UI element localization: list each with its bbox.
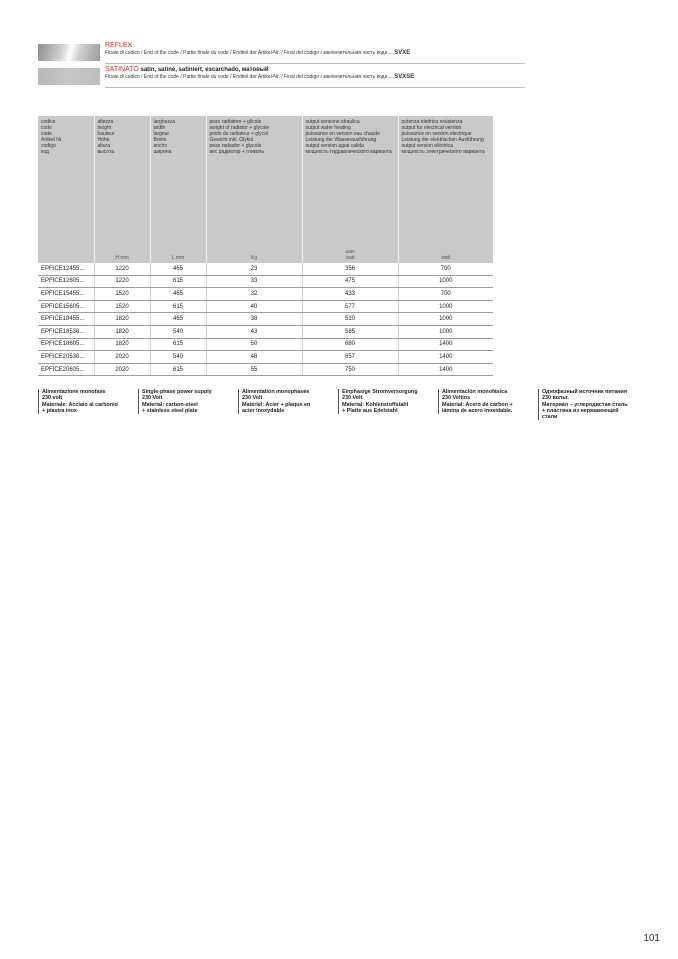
power-supply-line: 230 Volt — [242, 395, 263, 402]
table-row — [38, 313, 493, 326]
header-line: altezza — [97, 119, 114, 125]
product-code-cell: EPFICE18530... — [38, 325, 94, 338]
value-cell: 38 — [206, 313, 302, 326]
value-cell: 585 — [302, 325, 398, 338]
product-code-cell: EPFICE15455... — [38, 288, 94, 301]
power-supply-line: Материал – углеродистая сталь — [542, 401, 628, 408]
table-row — [38, 275, 493, 288]
power-supply-line: + пластина из нержавеющей — [542, 407, 619, 414]
header-line: puissance en version electrique — [401, 131, 472, 138]
finish-reflex — [38, 42, 525, 64]
power-supply-column — [238, 389, 338, 414]
product-code-cell: EPFICE20605... — [38, 363, 94, 376]
value-cell: 1400 — [398, 363, 493, 376]
value-cell: 615 — [150, 363, 206, 376]
header-unit-label: Kg — [250, 255, 258, 261]
header-line: weight of radiator + glycole — [209, 125, 270, 132]
value-cell: 615 — [150, 275, 206, 288]
value-cell: 700 — [398, 288, 493, 301]
header-line: высота — [97, 149, 114, 156]
header-line: output version agua calida — [305, 143, 364, 150]
power-supply-line: Material: carbon-steel — [142, 401, 198, 408]
value-cell: 1000 — [398, 325, 493, 338]
power-supply-line: 230 вольт. — [542, 395, 569, 402]
power-supply-column — [38, 389, 138, 414]
table-row — [38, 300, 493, 313]
header-line: hauteur — [97, 131, 115, 138]
column-header — [398, 116, 493, 263]
power-supply-line: Alimentation monophasée — [242, 389, 310, 395]
header-line: вес радиатор + гликоль — [209, 149, 265, 156]
value-cell: 1400 — [398, 338, 493, 351]
value-cell: 2020 — [94, 351, 150, 364]
table-row — [38, 338, 493, 351]
value-cell: 475 — [302, 275, 398, 288]
power-supply-line: 230 Volt — [142, 395, 163, 402]
value-cell: 433 — [302, 288, 398, 301]
header-unit-label: H mm — [115, 255, 129, 261]
header-line: largeur — [153, 131, 170, 138]
power-supply-line: lámina de acero inoxidable. — [442, 407, 513, 414]
power-supply-line: стали — [542, 414, 558, 421]
header-line: код — [41, 149, 49, 156]
header-line: puissance en version eau chaude — [305, 131, 380, 138]
value-cell: 465 — [150, 288, 206, 301]
header-line: code — [41, 131, 52, 138]
finish-satinato — [38, 66, 525, 88]
header-unit — [399, 255, 494, 261]
value-cell: 1820 — [94, 313, 150, 326]
power-supply-line: 230 volt — [42, 395, 63, 402]
header-unit-label: watt — [441, 255, 451, 261]
value-cell: 540 — [150, 351, 206, 364]
finish-divider — [105, 87, 525, 88]
finish-code: SVXSE — [394, 74, 415, 80]
column-header — [150, 116, 206, 263]
value-cell: 1000 — [398, 300, 493, 313]
power-supply-section — [38, 389, 638, 439]
finish-desc: Finale di codice / End of the code / Partie finale du code / Endteil der Artikel-Nr. / Final del código / заключительная часть кода .... — [105, 74, 395, 80]
header-line: Breite — [153, 137, 167, 144]
header-line: Gewicht inkl. Glykol — [209, 137, 254, 144]
table-body — [38, 263, 493, 376]
header-line: Leistung der Wasserausführung — [305, 137, 377, 144]
header-line: peso radiatore + glicole — [209, 119, 262, 125]
value-cell: 1400 — [398, 351, 493, 364]
finish-name: REFLEX — [105, 42, 133, 49]
reflex-swatch — [38, 44, 100, 61]
power-supply-line: Material: Acero de carbon + — [442, 401, 513, 408]
table-header-row — [38, 116, 493, 263]
power-supply-line: Single-phase power supply — [142, 389, 212, 395]
value-cell: 700 — [398, 263, 493, 275]
header-line: output water heating — [305, 125, 351, 132]
header-line: codice — [41, 119, 56, 125]
value-cell: 465 — [150, 313, 206, 326]
value-cell: 750 — [302, 363, 398, 376]
header-unit — [151, 255, 206, 261]
value-cell: 33 — [206, 275, 302, 288]
table-row — [38, 263, 493, 275]
value-cell: 615 — [150, 300, 206, 313]
header-line: Artikel Nr. — [41, 137, 63, 144]
product-code-cell: EPFICE12605... — [38, 275, 94, 288]
header-line: larghezza — [153, 119, 176, 125]
power-supply-line: Alimentación monofásica — [442, 389, 508, 395]
value-cell: 1220 — [94, 275, 150, 288]
value-cell: 50 — [206, 338, 302, 351]
finish-code: SVXE — [394, 50, 411, 56]
product-code-cell: EPFICE18455... — [38, 313, 94, 326]
header-line: output versione idraulica — [305, 119, 360, 125]
header-unit-label: L mm — [171, 255, 185, 261]
value-cell: 1000 — [398, 275, 493, 288]
finish-desc: Finale di codice / End of the code / Partie finale du code / Endteil der Artikel-Nr. / Final del código / заключительная часть кода .... — [105, 50, 395, 56]
header-unit — [303, 249, 398, 261]
value-cell: 1520 — [94, 288, 150, 301]
value-cell: 43 — [206, 325, 302, 338]
header-line: code — [41, 125, 52, 132]
header-unit-delta: Δt50 — [345, 249, 355, 254]
value-cell: 657 — [302, 351, 398, 364]
value-cell: 540 — [150, 325, 206, 338]
header-line: height — [97, 125, 112, 132]
power-supply-column — [538, 389, 638, 420]
power-supply-line: + Platte aus Edelstahl — [342, 407, 398, 414]
value-cell: 356 — [302, 263, 398, 275]
header-line: output version eléctrica — [401, 143, 453, 150]
value-cell: 32 — [206, 288, 302, 301]
value-cell: 1220 — [94, 263, 150, 275]
header-line: мощность электрического варианта — [401, 149, 485, 156]
finish-name-rest: satin, satiné, satiniert, escarchado, матовый — [138, 67, 269, 73]
power-supply-line: Materiale: Acciaio al carbonio — [42, 401, 118, 408]
header-line: мощность гидравлического варианта — [305, 149, 392, 156]
finish-divider — [105, 63, 525, 64]
header-unit — [207, 255, 302, 261]
power-supply-line: + piastra inox — [42, 407, 77, 414]
header-line: altura — [97, 143, 111, 150]
power-supply-line: Material: Kohlenstoffstahl — [342, 401, 409, 408]
value-cell: 680 — [302, 338, 398, 351]
satin-swatch — [38, 68, 100, 85]
power-supply-line: Alimentazione monofase — [42, 389, 106, 395]
power-supply-line: 230 Volt — [342, 395, 363, 402]
value-cell: 48 — [206, 351, 302, 364]
table-row — [38, 363, 493, 376]
value-cell: 577 — [302, 300, 398, 313]
power-supply-column — [438, 389, 538, 414]
header-line: width — [153, 125, 166, 132]
product-code-cell: EPFICE20530... — [38, 351, 94, 364]
header-line: poids du radiateur + glycol — [209, 131, 269, 138]
column-header — [302, 116, 398, 263]
power-supply-line: acier inoxydable — [242, 407, 285, 414]
value-cell: 1000 — [398, 313, 493, 326]
power-supply-line: Matériel: Acier + plaque en — [242, 401, 311, 408]
power-supply-line: Однофазный источник питания — [542, 389, 628, 395]
value-cell: 55 — [206, 363, 302, 376]
header-line: output for electrical version — [401, 125, 462, 132]
column-header — [206, 116, 302, 263]
power-supply-line: Einphasige Stromversorgung — [342, 389, 418, 395]
product-code-cell: EPFICE18605... — [38, 338, 94, 351]
power-supply-line: + stainless steel plate — [142, 407, 198, 414]
header-line: potenza elettrica resistenza — [401, 119, 463, 125]
value-cell: 23 — [206, 263, 302, 275]
value-cell: 1520 — [94, 300, 150, 313]
column-header — [94, 116, 150, 263]
column-header — [38, 116, 94, 263]
header-line: ancho — [153, 143, 168, 150]
value-cell: 1820 — [94, 338, 150, 351]
power-supply-column — [138, 389, 238, 414]
table-row — [38, 325, 493, 338]
product-code-cell: EPFICE15605... — [38, 300, 94, 313]
page-number: 101 — [643, 933, 660, 944]
power-supply-line: 230 Voltios — [442, 395, 471, 402]
value-cell: 2020 — [94, 363, 150, 376]
product-code-cell: EPFICE12455... — [38, 263, 94, 275]
value-cell: 40 — [206, 300, 302, 313]
power-supply-column — [338, 389, 438, 414]
value-cell: 465 — [150, 263, 206, 275]
header-line: Leistung der elektrischen Ausführung — [401, 137, 484, 144]
header-line: Höhe — [97, 137, 110, 144]
finish-name: SATINATO — [105, 66, 139, 73]
table-row — [38, 351, 493, 364]
header-unit-label: watt — [345, 255, 355, 261]
header-unit — [95, 255, 150, 261]
header-line: codigo — [41, 143, 56, 150]
spec-table — [38, 116, 493, 376]
header-line: ширина — [153, 149, 172, 156]
table-row — [38, 288, 493, 301]
header-line: peso radiador + glycolo — [209, 143, 262, 150]
value-cell: 1820 — [94, 325, 150, 338]
value-cell: 510 — [302, 313, 398, 326]
value-cell: 615 — [150, 338, 206, 351]
